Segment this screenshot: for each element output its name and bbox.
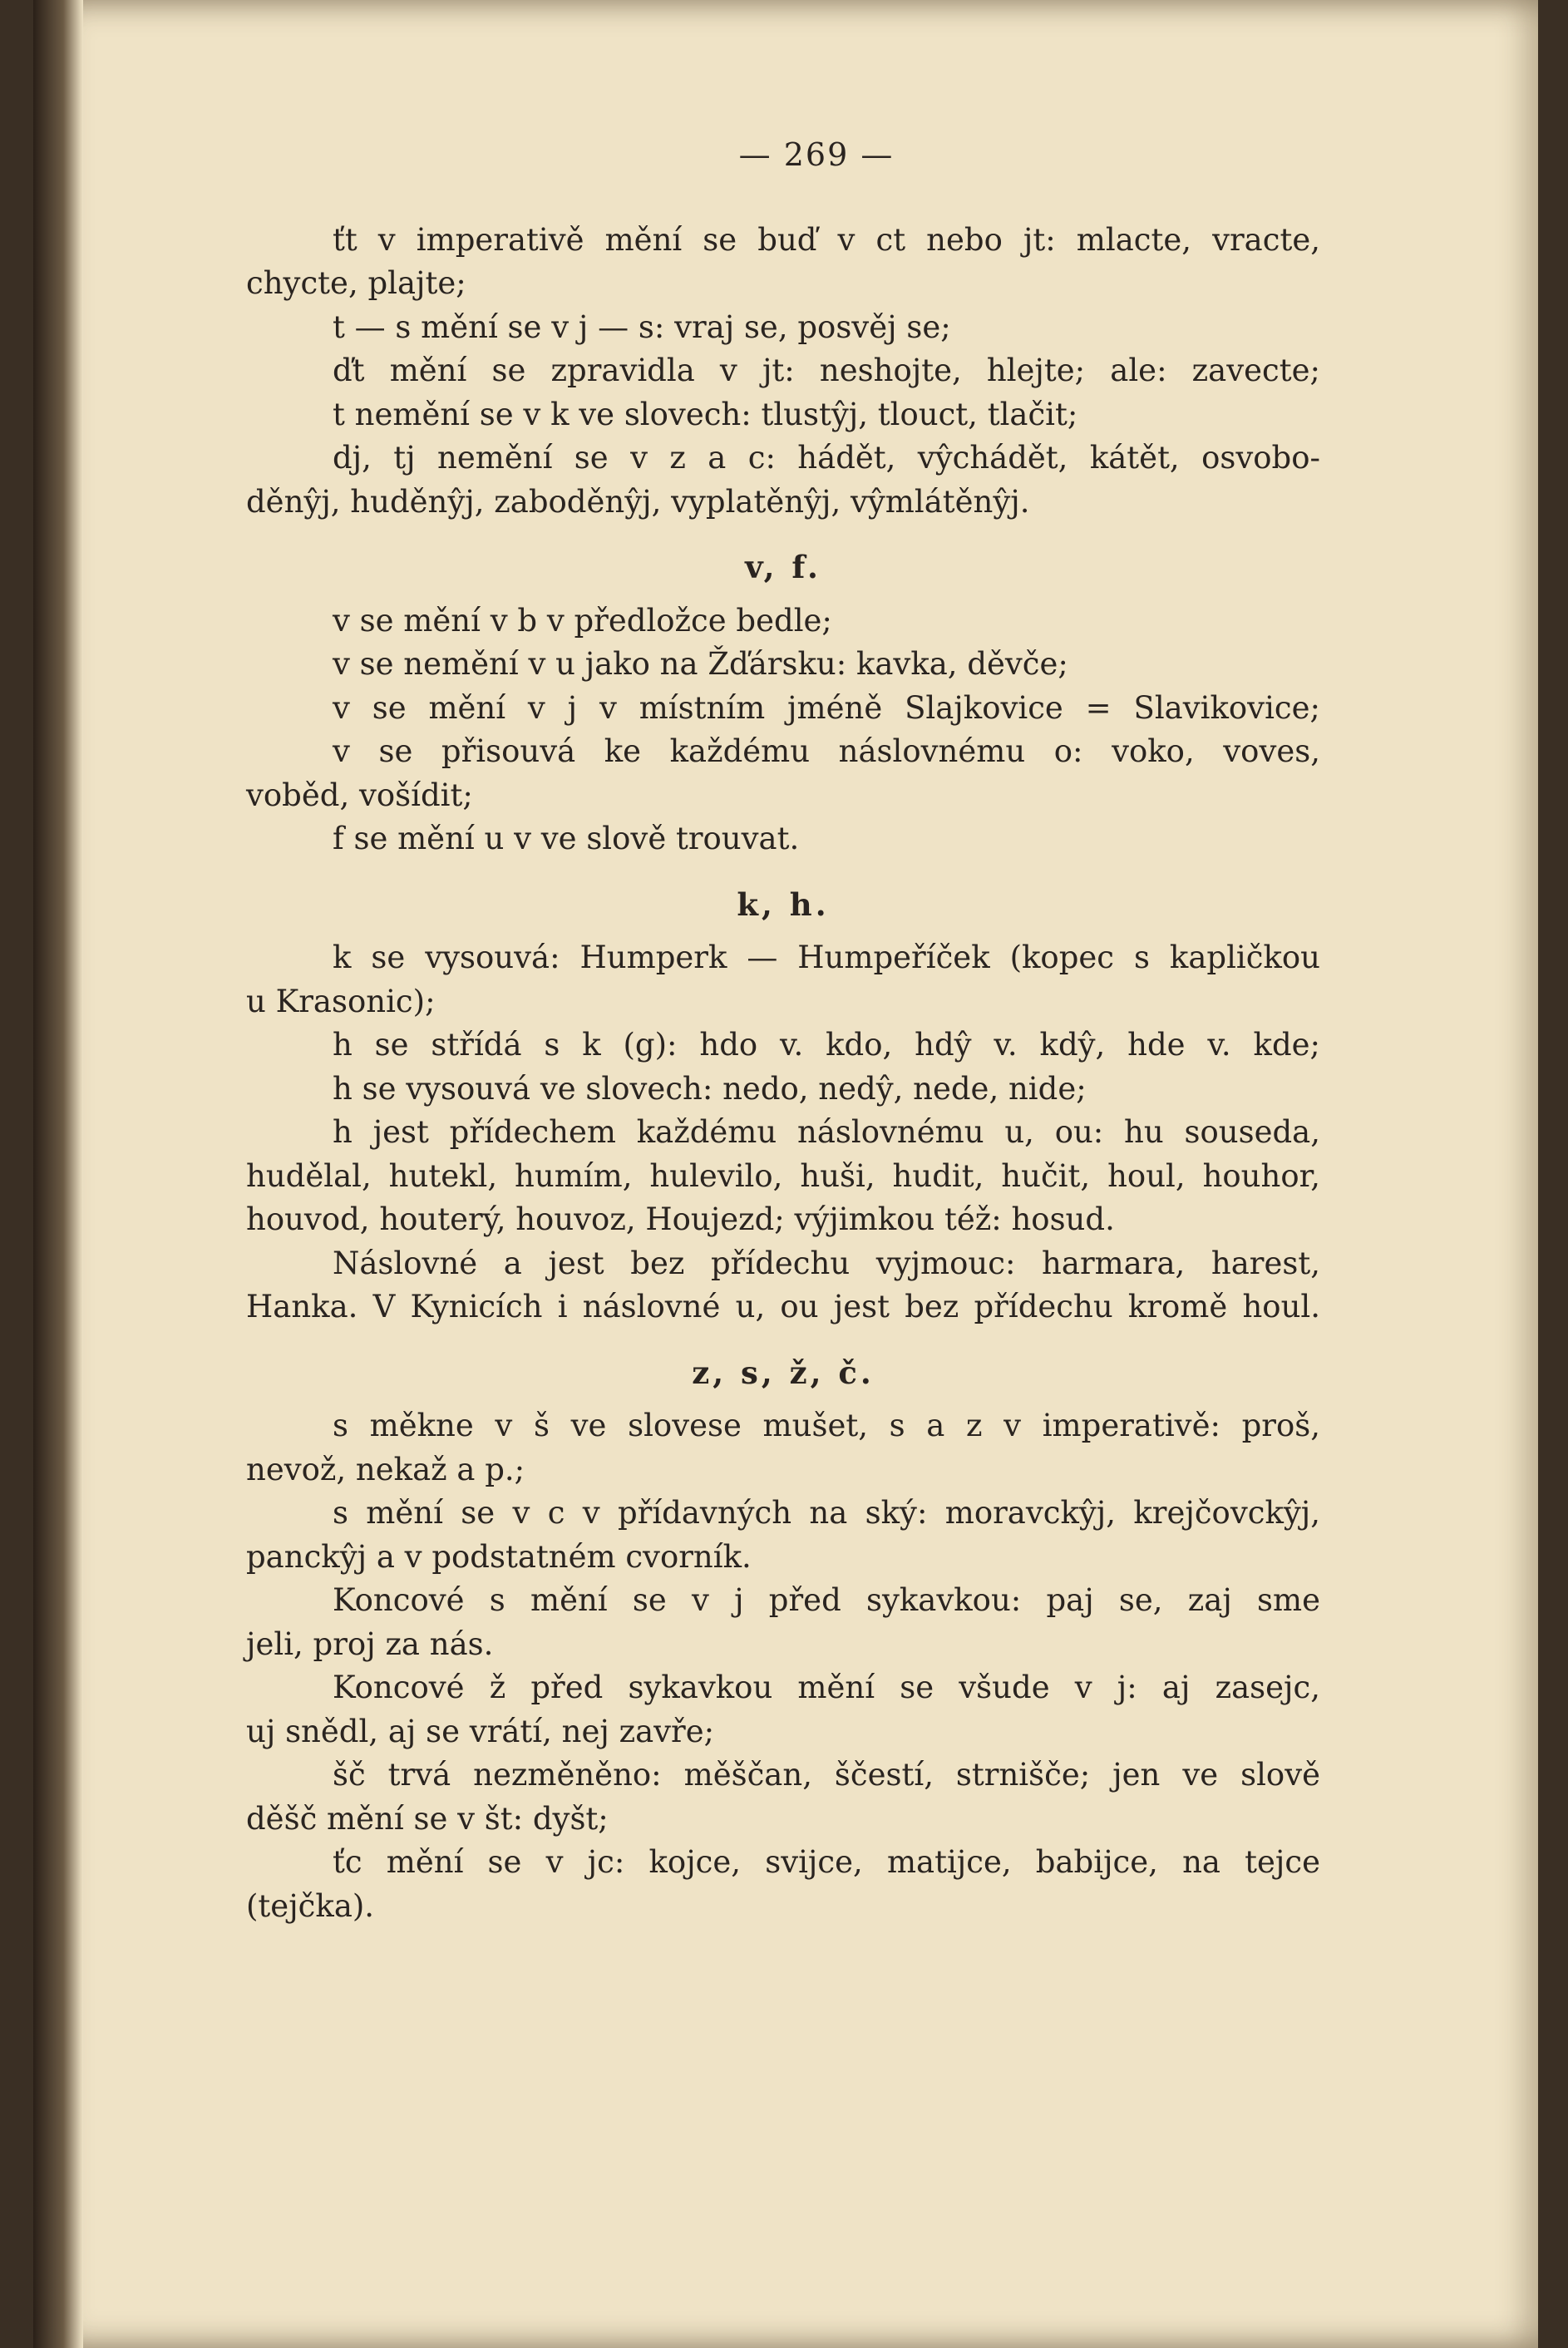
text-line: hudělal, hutekl, humím, hulevilo, huši, hudit, hučit, houl, houhor, bbox=[246, 1157, 1320, 1194]
text-line: v se mění v b v předložce bedle; bbox=[333, 602, 832, 639]
text-line: h se střídá s k (g): hdo v. kdo, hdŷ v. kdŷ, hde v. kde; bbox=[333, 1027, 1320, 1063]
text-line: děnŷj, huděnŷj, zaboděnŷj, vyplatěnŷj, vŷmlátěnŷj. bbox=[246, 483, 1030, 520]
text-line: chycte, plajte; bbox=[246, 265, 466, 301]
text-line: ďt mění se zpravidla v jt: neshojte, hlejte; ale: zavecte; bbox=[333, 353, 1320, 388]
text-line: nevož, nekaž a p.; bbox=[246, 1451, 525, 1487]
text-line: v se přisouvá ke každému náslovnému o: voko, voves, bbox=[333, 733, 1320, 769]
section-heading: k, h. bbox=[737, 885, 830, 923]
text-line: houvod, houterý, houvoz, Houjezd; výjimkou též: hosud. bbox=[246, 1201, 1115, 1237]
text-line: ťt v imperativě mění se buď v ct nebo jt: mlacte, vracte, bbox=[333, 221, 1320, 258]
text-line: (tejčka). bbox=[246, 1887, 375, 1924]
book-page bbox=[33, 0, 1538, 2348]
page-content bbox=[246, 133, 1320, 1928]
text-line: dj, tj nemění se v z a c: hádět, vŷchádět, kátět, osvobo- bbox=[333, 440, 1320, 476]
text-line: s měkne v š ve slovese mušet, s a z v imperativě: proš, bbox=[333, 1408, 1320, 1443]
text-line: panckŷj a v podstatném cvorník. bbox=[246, 1538, 752, 1575]
text-body bbox=[246, 219, 1320, 1929]
text-line: Hanka. V Kynicích i náslovné u, ou jest bez přídechu kromě houl. bbox=[246, 1289, 1320, 1324]
text-line: h jest přídechem každému náslovnému u, ou: hu souseda, bbox=[333, 1114, 1320, 1150]
section-heading: v, f. bbox=[745, 549, 821, 585]
section-heading: z, s, ž, č. bbox=[692, 1354, 875, 1391]
text-line: u Krasonic); bbox=[246, 983, 436, 1019]
text-line: Náslovné a jest bez přídechu vyjmouc: harmara, harest, bbox=[333, 1245, 1320, 1281]
text-line: h se vysouvá ve slovech: nedo, nedŷ, nede, nide; bbox=[333, 1070, 1087, 1107]
text-line: t — s mění se v j — s: vraj se, posvěj se; bbox=[333, 308, 951, 345]
page-number: — 269 — bbox=[738, 136, 895, 173]
text-line: v se nemění v u jako na Žďársku: kavka, děvče; bbox=[333, 646, 1068, 682]
book-spine bbox=[33, 0, 83, 2348]
text-line: uj snědl, aj se vrátí, nej zavře; bbox=[246, 1713, 715, 1749]
text-line: v se mění v j v místním jméně Slajkovice = Slavikovice; bbox=[333, 689, 1320, 726]
text-line: jeli, proj za nás. bbox=[246, 1625, 494, 1662]
text-line: šč trvá nezměněno: měščan, ščestí, strnišče; jen ve slově bbox=[333, 1757, 1320, 1793]
text-line: s mění se v c v přídavných na ský: moravckŷj, krejčovckŷj, bbox=[333, 1495, 1320, 1531]
text-line: f se mění u v ve slově trouvat. bbox=[333, 821, 800, 856]
text-line: Koncové s mění se v j před sykavkou: paj se, zaj sme bbox=[333, 1582, 1320, 1618]
text-line: ťc mění se v jc: kojce, svijce, matijce, babijce, na tejce bbox=[333, 1844, 1320, 1880]
text-line: voběd, vošídit; bbox=[246, 777, 473, 813]
text-line: děšč mění se v št: dyšt; bbox=[246, 1800, 609, 1837]
text-line: Koncové ž před sykavkou mění se všude v j: aj zasejc, bbox=[333, 1670, 1320, 1705]
text-line: k se vysouvá: Humperk — Humpeříček (kopec s kapličkou bbox=[333, 940, 1320, 975]
text-line: t nemění se v k ve slovech: tlustŷj, tlouct, tlačit; bbox=[333, 396, 1078, 432]
